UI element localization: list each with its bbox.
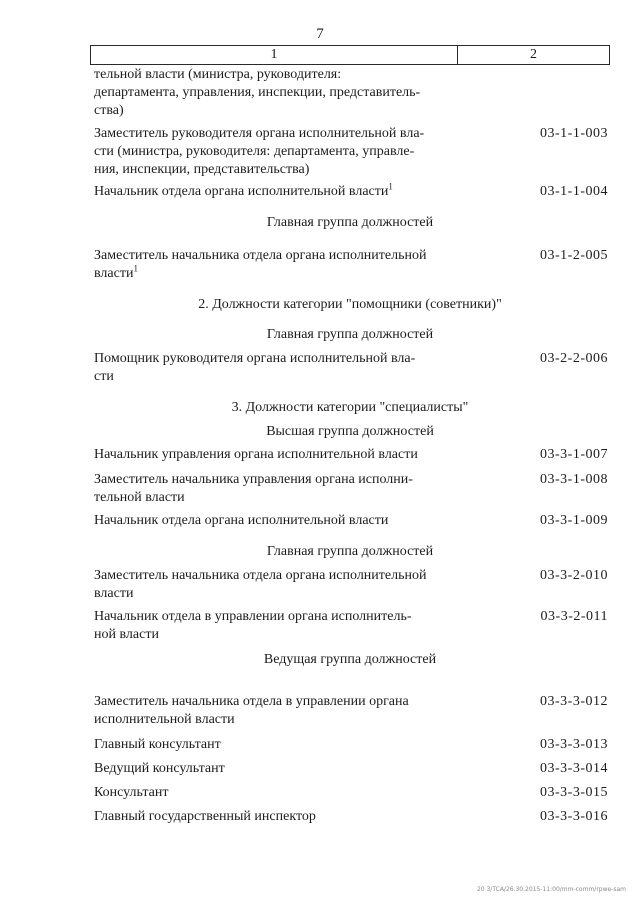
group-heading: Главная группа должностей	[266, 544, 434, 559]
row-text-line: тельной власти (министра, руководителя:	[94, 67, 342, 82]
position-code: 03-1-1-004	[540, 184, 608, 199]
position-code: 03-3-3-015	[540, 785, 608, 800]
footnote-mark: 1	[133, 263, 138, 274]
column-2-header: 2	[530, 47, 537, 62]
row-text-line: ной власти	[94, 627, 159, 642]
table-row-position	[94, 784, 452, 802]
row-text-line: тельной власти	[94, 490, 185, 505]
table-row-position	[94, 608, 452, 644]
row-text-line: власти	[94, 266, 134, 281]
position-code: 03-1-2-005	[540, 248, 608, 263]
table-row-position	[94, 512, 452, 530]
position-code: 03-3-2-010	[540, 568, 608, 583]
table-row-position	[94, 808, 452, 826]
group-heading: Главная группа должностей	[266, 215, 434, 230]
table-row-position	[94, 125, 452, 179]
footer-note: 20 3/TCA/26.30.2015-11:00/mm-comm/rpwe-sam	[476, 886, 626, 893]
position-code: 03-1-1-003	[540, 126, 608, 141]
row-text-line: Заместитель начальника отдела органа исполнительной	[94, 248, 427, 263]
row-text-line: исполнительной власти	[94, 712, 235, 727]
row-text-line: Заместитель начальника отдела органа исполнительной	[94, 568, 427, 583]
page-number: 7	[316, 26, 324, 42]
table-row-position	[94, 247, 452, 283]
position-code: 03-3-1-008	[540, 472, 608, 487]
position-code: 03-3-3-014	[540, 761, 608, 776]
table-row-continuation	[94, 66, 452, 120]
row-text-line: Помощник руководителя органа исполнительной вла-	[94, 351, 416, 366]
row-text-line: ства)	[94, 103, 124, 118]
table-row-position	[94, 760, 452, 778]
row-text-line: департамента, управления, инспекции, представитель-	[94, 85, 421, 100]
row-text-line: власти	[94, 586, 134, 601]
position-code: 03-3-3-016	[540, 809, 608, 824]
row-text-line: Заместитель руководителя органа исполнительной вла-	[94, 126, 425, 141]
row-text-line: Начальник отдела в управлении органа исполнитель-	[94, 609, 412, 624]
column-1-header: 1	[91, 46, 458, 64]
group-heading: Главная группа должностей	[266, 327, 434, 342]
row-text-line: Консультант	[94, 785, 169, 800]
position-code: 03-3-2-011	[540, 609, 608, 624]
row-text-line: Главный государственный инспектор	[94, 809, 316, 824]
row-text-line: Заместитель начальника отдела в управлении органа	[94, 694, 409, 709]
row-text-line: Начальник управления органа исполнительной власти	[94, 447, 418, 462]
row-text-line: Главный консультант	[94, 737, 221, 752]
table-row-position	[94, 350, 452, 386]
row-text-line: ния, инспекции, представительства)	[94, 162, 310, 177]
table-row-position	[94, 693, 452, 729]
row-text-line: Заместитель начальника управления органа исполни-	[94, 472, 413, 487]
footnote-mark: 1	[388, 181, 393, 192]
position-code: 03-3-3-012	[540, 694, 608, 709]
table-row-position	[94, 736, 452, 754]
group-heading: Высшая группа должностей	[266, 424, 434, 439]
row-text-line: сти (министра, руководителя: департамента, управле-	[94, 144, 415, 159]
row-text-line: Ведущий консультант	[94, 761, 225, 776]
position-code: 03-3-1-007	[540, 447, 608, 462]
category-heading: 3. Должности категории "специалисты"	[231, 400, 469, 415]
category-heading: 2. Должности категории "помощники (советники)"	[198, 297, 502, 312]
table-row-position	[94, 567, 452, 603]
table-row-position	[94, 471, 452, 507]
position-code: 03-3-3-013	[540, 737, 608, 752]
row-text-line: сти	[94, 369, 114, 384]
position-code: 03-2-2-006	[540, 351, 608, 366]
row-text-line: Начальник отдела органа исполнительной власти	[94, 184, 389, 199]
position-code: 03-3-1-009	[540, 513, 608, 528]
group-heading: Ведущая группа должностей	[263, 652, 437, 667]
table-row-position	[94, 183, 452, 201]
table-row-position	[94, 446, 452, 464]
table-header	[90, 45, 610, 65]
row-text-line: Начальник отдела органа исполнительной власти	[94, 513, 389, 528]
